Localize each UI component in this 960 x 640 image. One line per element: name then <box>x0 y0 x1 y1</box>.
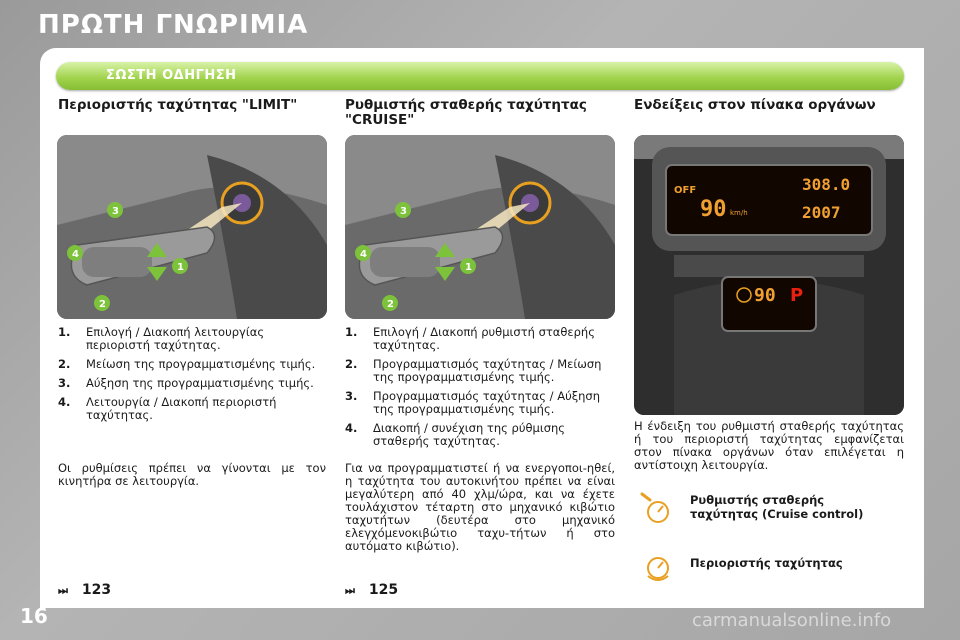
display-trip: 2007 <box>802 203 841 222</box>
next-page-icon: ⏭ <box>345 584 355 597</box>
item-number: 2. <box>345 357 358 371</box>
list-item <box>345 326 615 352</box>
limit-title: Περιοριστής ταχύτητας "LIMIT" <box>58 97 298 113</box>
svg-text:2: 2 <box>99 299 106 310</box>
display-unit: km/h <box>730 209 748 217</box>
dashboard-description: Η ένδειξη του ρυθμιστή σταθερής ταχύτητας ή του περιοριστή ταχύτητας εμφανίζεται στον πίνακα οργάνων όταν επιλέγεται η αντίστοιχη λειτουργία. <box>634 419 904 472</box>
cruise-items-list <box>345 326 615 454</box>
item-text: Αύξηση της προγραμματισμένης τιμής. <box>86 376 314 390</box>
dashboard-title: Ενδείξεις στον πίνακα οργάνων <box>634 97 876 113</box>
legend-limiter-label: Περιοριστής ταχύτητας <box>690 556 843 570</box>
cruise-note: Για να προγραμματιστεί ή να ενεργοποι-ηθεί, η ταχύτητα του αυτοκινήτου πρέπει να είναι μεγαλύτερη από 40 χλμ/ώρα, και να έχετε τουλάχιστον τέταρτη στο μηχανικό κιβώτιο ταχυτήτων (δευτέρα στο μηχανικό ελεγχόμενοκιβώτιο ταχυ-τήτων ή στο αυτόματο κιβώτιο). <box>345 461 615 553</box>
list-item <box>58 396 328 422</box>
cruise-title: Ρυθμιστής σταθερής ταχύτητας "CRUISE" <box>345 97 587 128</box>
limit-items-list <box>58 326 328 428</box>
svg-text:3: 3 <box>400 206 407 217</box>
display-off-label: OFF <box>674 185 697 196</box>
display-parking-letter: P <box>790 285 804 306</box>
item-text: Μείωση της προγραμματισμένης τιμής. <box>86 357 316 371</box>
page-ref-number: 123 <box>81 582 112 598</box>
item-text: Επιλογή / Διακοπή λειτουργίας περιοριστή ταχύτητας. <box>86 325 265 352</box>
list-item <box>58 326 328 352</box>
item-number: 3. <box>58 376 71 390</box>
item-number: 4. <box>345 421 358 435</box>
item-number: 3. <box>345 389 358 403</box>
item-number: 1. <box>345 325 358 339</box>
svg-text:1: 1 <box>177 262 184 273</box>
list-item <box>58 358 328 371</box>
cruise-page-ref[interactable] <box>345 582 398 598</box>
svg-text:4: 4 <box>72 249 79 260</box>
item-number: 4. <box>58 395 71 409</box>
item-text: Προγραμματισμός ταχύτητας / Μείωση της προγραμματισμένης τιμής. <box>373 357 602 384</box>
item-number: 2. <box>58 357 71 371</box>
next-page-icon: ⏭ <box>58 584 68 597</box>
display-speed: 90 <box>700 197 727 222</box>
page-number: 16 <box>20 604 48 628</box>
list-item <box>345 422 615 448</box>
list-item <box>345 390 615 416</box>
svg-text:4: 4 <box>360 249 367 260</box>
item-number: 1. <box>58 325 71 339</box>
item-text: Διακοπή / συνέχιση της ρύθμισης σταθερής ταχύτητας. <box>373 421 566 448</box>
svg-text:3: 3 <box>112 206 119 217</box>
limit-stalk-photo <box>57 135 327 319</box>
page-title: ΠΡΩΤΗ ΓΝΩΡΙΜΙΑ <box>38 10 309 40</box>
legend-cruise-label: Ρυθμιστής σταθερής ταχύτητας (Cruise control) <box>690 493 864 521</box>
cruise-control-icon <box>638 490 674 526</box>
svg-text:1: 1 <box>465 262 472 273</box>
svg-text:2: 2 <box>387 299 394 310</box>
item-text: Προγραμματισμός ταχύτητας / Αύξηση της προγραμματισμένης τιμής. <box>373 389 600 416</box>
display-odometer: 308.0 <box>802 175 851 194</box>
limit-page-ref[interactable] <box>58 582 111 598</box>
list-item <box>345 358 615 384</box>
list-item <box>58 377 328 390</box>
speed-limiter-icon <box>638 548 674 584</box>
display-bottom-speed: 90 <box>754 285 776 306</box>
item-text: Λειτουργία / Διακοπή περιοριστή ταχύτητας. <box>86 395 277 422</box>
limit-note: Οι ρυθμίσεις πρέπει να γίνονται με τον κινητήρα σε λειτουργία. <box>58 461 326 488</box>
page-ref-number: 125 <box>368 582 399 598</box>
section-banner-label: ΣΩΣΤΗ ΟΔΗΓΗΣΗ <box>106 68 237 83</box>
item-text: Επιλογή / Διακοπή ρυθμιστή σταθερής ταχύτητας. <box>373 325 595 352</box>
watermark: carmanualsonline.info <box>692 610 892 631</box>
cruise-stalk-photo <box>345 135 615 319</box>
dashboard-photo <box>634 135 904 415</box>
